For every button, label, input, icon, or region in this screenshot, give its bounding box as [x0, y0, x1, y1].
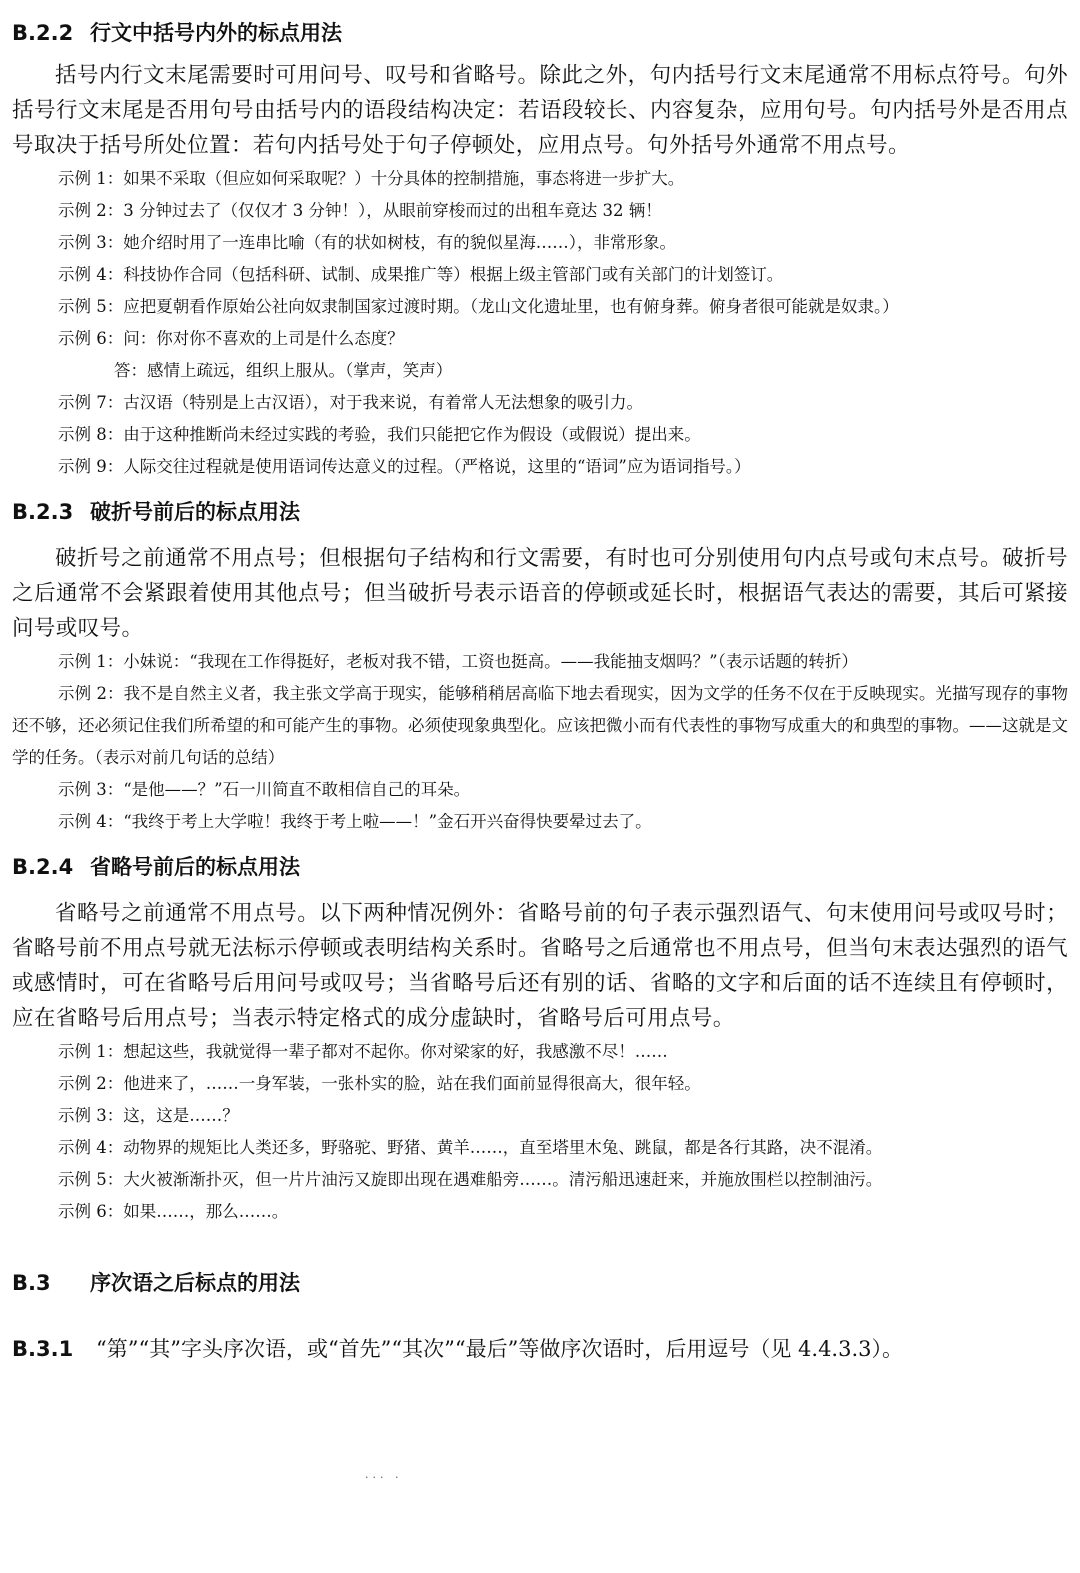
section-number: B.3: [12, 1271, 51, 1295]
example-text: 应把夏朝看作原始公社向奴隶制国家过渡时期。（龙山文化遗址里，也有俯身葬。俯身者很可能就是奴隶。）: [123, 297, 899, 316]
example-text: 由于这种推断尚未经过实践的考验，我们只能把它作为假设（或假说）提出来。: [123, 425, 701, 444]
example-label: 示例 2：: [58, 684, 124, 703]
example-text: 小妹说：“我现在工作得挺好，老板对我不错，工资也挺高。——我能抽支烟吗？”（表示话题的转折）: [123, 652, 858, 671]
section-paragraph-b24: 省略号之前通常不用点号。以下两种情况例外：省略号前的句子表示强烈语气、句末使用问号或叹号时；省略号前不用点号就无法标示停顿或表明结构关系时。省略号之后通常也不用点号，但当句末表达强烈的语气或感情时，可在省略号后用问号或叹号；当省略号后还有别的话、省略的文字和后面的话不连续且有停顿时，应在省略号后用点号；当表示特定格式的成分虚缺时，省略号后可用点号。: [12, 901, 1068, 1031]
example-b23-1: [12, 646, 1068, 678]
section-title: 序次语之后标点的用法: [90, 1271, 300, 1295]
section-heading-b3: [12, 1268, 1068, 1308]
example-b22-3: [12, 227, 1068, 259]
scan-artifact-mark: ··· ·: [365, 1471, 403, 1484]
section-text: “第”“其”字头序次语，或“首先”“其次”“最后”等做序次语时，后用逗号（见 4.4.3.3）。: [96, 1337, 904, 1361]
example-label: 示例 5：: [58, 1170, 124, 1189]
example-b22-5: [12, 291, 1068, 323]
example-text: 人际交往过程就是使用语词传达意义的过程。（严格说，这里的“语词”应为语词指号。）: [123, 457, 751, 476]
example-label: 示例 1：: [58, 652, 124, 671]
section-number: B.3.1: [12, 1337, 74, 1361]
example-b22-9: [12, 451, 1068, 483]
section-heading-b31: [12, 1334, 1068, 1364]
example-text: 大火被渐渐扑灭，但一片片油污又旋即出现在遇难船旁……。清污船迅速赶来，并施放围栏以控制油污。: [123, 1170, 883, 1189]
example-b24-4: [12, 1132, 1068, 1164]
example-text: 他进来了，……一身军装，一张朴实的脸，站在我们面前显得很高大，很年轻。: [123, 1074, 701, 1093]
examples-b24: [12, 1036, 1068, 1228]
example-text: 如果不采取（但应如何采取呢？）十分具体的控制措施，事态将进一步扩大。: [123, 169, 685, 188]
example-text: 科技协作合同（包括科研、试制、成果推广等）根据上级主管部门或有关部门的计划签订。: [123, 265, 784, 284]
section-heading-b24: [12, 852, 1068, 896]
example-label: 示例 3：: [58, 780, 124, 799]
example-text: 如果……，那么……。: [123, 1202, 289, 1221]
example-label: 示例 1：: [58, 1042, 124, 1061]
section-paragraph-b23: 破折号之前通常不用点号；但根据句子结构和行文需要，有时也可分别使用句内点号或句末点号。破折号之后通常不会紧跟着使用其他点号；但当破折号表示语音的停顿或延长时，根据语气表达的需要，其后可紧接问号或叹号。: [12, 546, 1068, 641]
example-label: 示例 4：: [58, 1138, 124, 1157]
example-b22-6-answer: 答：感情上疏远，组织上服从。（掌声，笑声）: [114, 361, 453, 380]
section-paragraph-b22: 括号内行文末尾需要时可用问号、叹号和省略号。除此之外，句内括号行文末尾通常不用标点符号。句外括号行文末尾是否用句号由括号内的语段结构决定：若语段较长、内容复杂，应用句号。句内括号外是否用点号取决于括号所处位置：若句内括号处于句子停顿处，应用点号。句外括号外通常不用点号。: [12, 63, 1068, 158]
example-text: 想起这些，我就觉得一辈子都对不起你。你对梁家的好，我感激不尽！……: [123, 1042, 668, 1061]
example-label: 示例 5：: [58, 297, 124, 316]
example-b22-6: [12, 323, 1068, 355]
example-label: 示例 6：: [58, 329, 124, 348]
example-label: 示例 4：: [58, 265, 124, 284]
section-heading-b23: [12, 497, 1068, 541]
section-title: 行文中括号内外的标点用法: [90, 21, 342, 45]
example-b24-6: [12, 1196, 1068, 1228]
example-label: 示例 3：: [58, 233, 124, 252]
example-b22-8: [12, 419, 1068, 451]
example-b22-4: [12, 259, 1068, 291]
example-b24-5: [12, 1164, 1068, 1196]
example-b23-4: [12, 806, 1068, 838]
example-b24-3: [12, 1100, 1068, 1132]
example-text: 古汉语（特别是上古汉语），对于我来说，有着常人无法想象的吸引力。: [123, 393, 643, 412]
example-text: 动物界的规矩比人类还多，野骆驼、野猪、黄羊……，直至塔里木兔、跳鼠，都是各行其路，决不混淆。: [123, 1138, 883, 1157]
example-label: 示例 9：: [58, 457, 124, 476]
example-b22-7: [12, 387, 1068, 419]
section-number: B.2.4: [12, 855, 74, 879]
section-number: B.2.3: [12, 500, 74, 524]
example-text: “是他——？”石一川简直不敢相信自己的耳朵。: [123, 780, 471, 799]
example-label: 示例 6：: [58, 1202, 124, 1221]
example-b22-1: [12, 163, 1068, 195]
example-label: 示例 3：: [58, 1106, 124, 1125]
section-heading-b22: [12, 18, 1068, 58]
example-text: 问：你对你不喜欢的上司是什么态度？: [123, 329, 404, 348]
example-label: 示例 4：: [58, 812, 124, 831]
example-text: 3 分钟过去了（仅仅才 3 分钟！），从眼前穿梭而过的出租车竟达 32 辆！: [123, 201, 662, 220]
example-text: 这，这是……？: [123, 1106, 239, 1125]
example-label: 示例 2：: [58, 1074, 124, 1093]
example-b24-2: [12, 1068, 1068, 1100]
section-title: 破折号前后的标点用法: [90, 500, 300, 524]
example-text: 我不是自然主义者，我主张文学高于现实，能够稍稍居高临下地去看现实，因为文学的任务不仅在于反映现实。光描写现存的事物还不够，还必须记住我们所希望的和可能产生的事物。必须使现象典型化。应该把微小而有代表性的事物写成重大的和典型的事物。——这就是文学的任务。（表示对前几句话的总结）: [12, 684, 1068, 767]
example-label: 示例 8：: [58, 425, 124, 444]
examples-b23: [12, 646, 1068, 838]
section-title: 省略号前后的标点用法: [90, 855, 300, 879]
example-b23-3: [12, 774, 1068, 806]
example-label: 示例 2：: [58, 201, 124, 220]
example-label: 示例 1：: [58, 169, 124, 188]
section-number: B.2.2: [12, 21, 74, 45]
examples-b22: [12, 163, 1068, 483]
example-text: “我终于考上大学啦！我终于考上啦——！”金石开兴奋得快要晕过去了。: [123, 812, 652, 831]
example-b22-2: [12, 195, 1068, 227]
example-label: 示例 7：: [58, 393, 124, 412]
example-text: 她介绍时用了一连串比喻（有的状如树枝，有的貌似星海……），非常形象。: [123, 233, 676, 252]
example-b23-2: [12, 678, 1068, 774]
example-b24-1: [12, 1036, 1068, 1068]
